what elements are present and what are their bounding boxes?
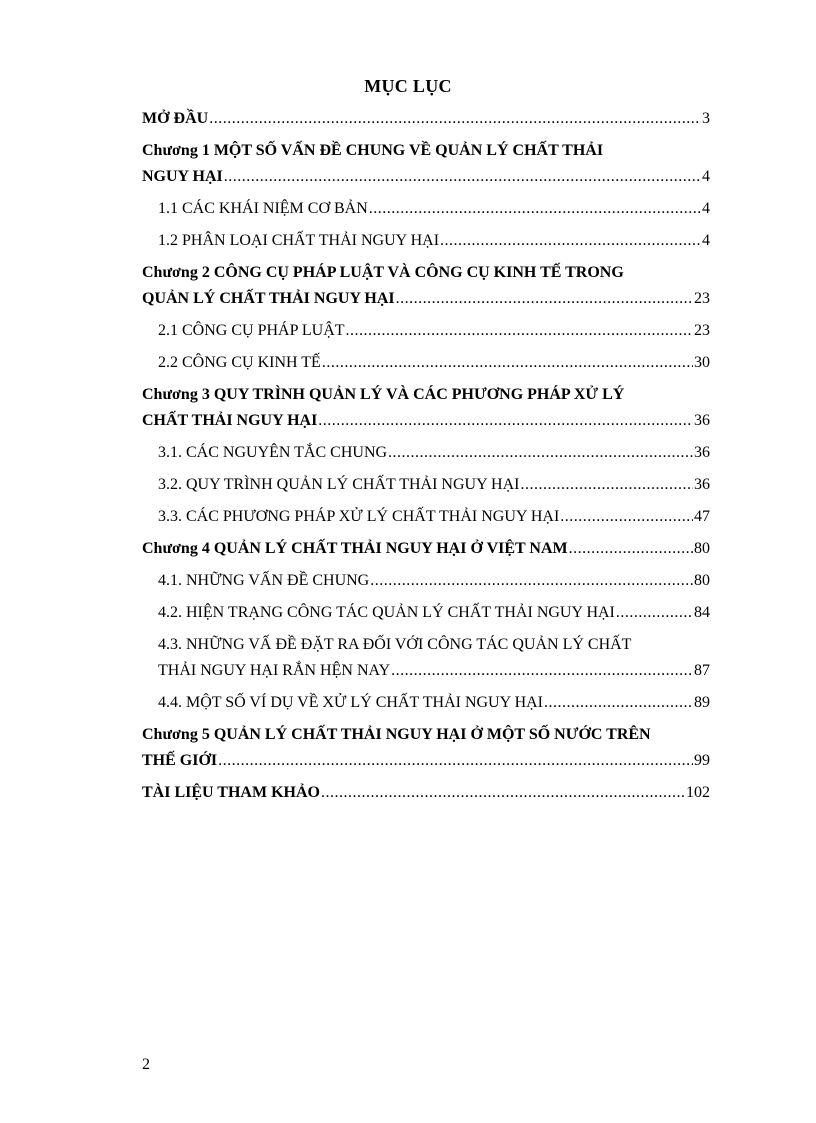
leader-dots <box>209 106 701 132</box>
leader-dots <box>318 408 693 434</box>
toc-entry-title: Chương 2 CÔNG CỤ PHÁP LUẬT VÀ CÔNG CỤ KINH TẾ TRONG <box>142 264 624 281</box>
toc-page-number: 80 <box>694 540 710 557</box>
toc-entry-title-cont: THẾ GIỚI <box>142 752 218 769</box>
toc-page-number: 84 <box>694 604 710 621</box>
toc-entry-references[interactable] <box>142 780 710 806</box>
toc-entry-section-4-3[interactable] <box>142 632 710 684</box>
leader-dots <box>391 658 693 684</box>
toc-entry-title: 2.1 CÔNG CỤ PHÁP LUẬT <box>158 322 345 339</box>
leader-dots <box>346 318 693 344</box>
leader-dots <box>569 536 693 562</box>
toc-entry-title: TÀI LIỆU THAM KHẢO <box>142 784 320 801</box>
leader-dots <box>396 286 693 312</box>
toc-entry-title: Chương 1 MỘT SỐ VẤN ĐỀ CHUNG VỀ QUẢN LÝ CHẤT THẢI <box>142 142 604 159</box>
toc-entry-title: 4.3. NHỮNG VẤ ĐỀ ĐẶT RA ĐỐI VỚI CÔNG TÁC QUẢN LÝ CHẤT <box>158 636 632 653</box>
leader-dots <box>369 196 701 222</box>
toc-entry-title: 3.1. CÁC NGUYÊN TẮC CHUNG <box>158 444 388 461</box>
toc-entry-title-cont: CHẤT THẢI NGUY HẠI <box>142 412 318 429</box>
toc-entry-section-1-1[interactable] <box>142 196 710 222</box>
toc-page-number: 30 <box>694 354 710 371</box>
toc-page-number: 36 <box>694 412 710 429</box>
toc-entry-section-2-1[interactable] <box>142 318 710 344</box>
page-number: 2 <box>142 1056 150 1073</box>
toc-page-number: 47 <box>694 508 710 525</box>
toc-page-number: 23 <box>694 290 710 307</box>
toc-entry-section-3-1[interactable] <box>142 440 710 466</box>
toc-entry-title: 4.4. MỘT SỐ VÍ DỤ VỀ XỬ LÝ CHẤT THẢI NGUY HẠI <box>158 694 544 711</box>
leader-dots <box>224 164 701 190</box>
toc-page-number: 36 <box>694 476 710 493</box>
leader-dots <box>440 228 701 254</box>
toc-page-number: 87 <box>694 662 710 679</box>
toc-page-number: 4 <box>702 168 710 185</box>
toc-entry-title: MỞ ĐẦU <box>142 110 209 127</box>
toc-page-number: 89 <box>694 694 710 711</box>
toc-entry-section-3-2[interactable] <box>142 472 710 498</box>
toc-entry-chapter-1[interactable] <box>142 138 710 190</box>
toc-entry-title: 3.2. QUY TRÌNH QUẢN LÝ CHẤT THẢI NGUY HẠI <box>158 476 520 493</box>
leader-dots <box>388 440 693 466</box>
toc-entry-section-4-4[interactable] <box>142 690 710 716</box>
leader-dots <box>560 504 693 530</box>
toc-page-number: 80 <box>694 572 710 589</box>
toc-entry-title: Chương 5 QUẢN LÝ CHẤT THẢI NGUY HẠI Ở MỘT SỐ NƯỚC TRÊN <box>142 726 651 743</box>
toc-page-number: 99 <box>694 752 710 769</box>
leader-dots <box>616 600 693 626</box>
toc-entry-chapter-3[interactable] <box>142 382 710 434</box>
toc-page-number: 36 <box>694 444 710 461</box>
toc-entry-section-1-2[interactable] <box>142 228 710 254</box>
toc-entry-section-4-2[interactable] <box>142 600 710 626</box>
toc-page-number: 3 <box>702 110 710 127</box>
leader-dots <box>370 568 693 594</box>
toc-entry-section-4-1[interactable] <box>142 568 710 594</box>
toc-entry-title: Chương 3 QUY TRÌNH QUẢN LÝ VÀ CÁC PHƯƠNG PHÁP XỬ LÝ <box>142 386 625 403</box>
toc-entry-chapter-5[interactable] <box>142 722 710 774</box>
toc-entry-title: 1.2 PHÂN LOẠI CHẤT THẢI NGUY HẠI <box>158 232 440 249</box>
table-of-contents <box>142 106 710 812</box>
leader-dots <box>321 780 685 806</box>
leader-dots <box>218 748 693 774</box>
toc-entry-title: 3.3. CÁC PHƯƠNG PHÁP XỬ LÝ CHẤT THẢI NGUY HẠI <box>158 508 560 525</box>
toc-entry-title-cont: THẢI NGUY HẠI RẮN HỆN NAY <box>158 662 391 679</box>
toc-entry-title: 1.1 CÁC KHÁI NIỆM CƠ BẢN <box>158 200 368 217</box>
toc-page-number: 23 <box>694 322 710 339</box>
toc-entry-title: 2.2 CÔNG CỤ KINH TẾ <box>158 354 321 371</box>
toc-entry-title: Chương 4 QUẢN LÝ CHẤT THẢI NGUY HẠI Ở VIỆT NAM <box>142 540 568 557</box>
toc-entry-title-cont: QUẢN LÝ CHẤT THẢI NGUY HẠI <box>142 290 395 307</box>
toc-entry-section-2-2[interactable] <box>142 350 710 376</box>
page-title: MỤC LỤC <box>364 76 452 96</box>
toc-entry-title: 4.1. NHỮNG VẤN ĐỀ CHUNG <box>158 572 370 589</box>
toc-entry-chapter-2[interactable] <box>142 260 710 312</box>
toc-entry-title-cont: NGUY HẠI <box>142 168 223 185</box>
toc-page-number: 4 <box>702 232 710 249</box>
leader-dots <box>322 350 693 376</box>
leader-dots <box>520 472 693 498</box>
toc-entry-title: 4.2. HIỆN TRẠNG CÔNG TÁC QUẢN LÝ CHẤT THẢI NGUY HẠI <box>158 604 615 621</box>
leader-dots <box>544 690 693 716</box>
toc-page-number: 4 <box>702 200 710 217</box>
toc-page-number: 102 <box>686 784 710 801</box>
toc-entry-section-3-3[interactable] <box>142 504 710 530</box>
toc-entry-intro[interactable] <box>142 106 710 132</box>
toc-entry-chapter-4[interactable] <box>142 536 710 562</box>
